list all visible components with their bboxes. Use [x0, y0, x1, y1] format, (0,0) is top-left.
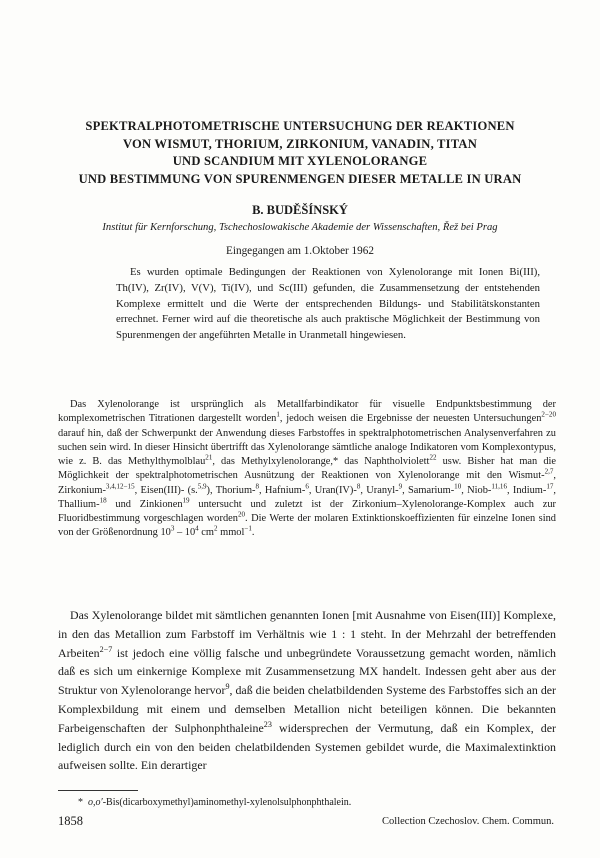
reference: 2,7 — [544, 467, 554, 476]
reference: 2−7 — [99, 644, 113, 654]
title-line: UND BESTIMMUNG VON SPURENMENGEN DIESER METALLE IN URAN — [78, 171, 522, 186]
reference: 10 — [454, 482, 462, 491]
footnote-prefix: o,o′ — [88, 797, 103, 808]
main-paragraph: Das Xylenolorange bildet mit sämtlichen genannten Ionen [mit Ausnahme von Eisen(III)] Komplexe, in den das Metallion zum Farbstoff im Verhältnis wie 1 : 1 steht. In der Mehrzahl der betreffenden Arbeiten$^{2-7}$ ist jedoch eine völlig falsche und unbegründete Voraussetzung gemacht worden, nämlich daß es sich um einkernige Komplexe mit Zusammensetzung MX handelt. Indessen geht aber aus der Struktur von Xylenolorange hervor$^9$, daß die beiden chelatbildenden Systeme des Farbstoffes sich an der Komplexbildung mit einem und demselben Metallion nicht beteiligen können. Die bekannten Farbeigenschaften der Sulphonphthaleine$^{23}$ widersprechen der Vermutung, daß ein Komplex, der lediglich durch ein von den beiden chelatbildenden Systemen gebildet wurde, die Maximalextinktion aufweisen sollte. Ein derartiger — [58, 608, 556, 773]
reference: 5,9 — [197, 482, 207, 491]
exponent: 2 — [213, 524, 218, 533]
reference: 9 — [225, 682, 230, 692]
reference: 19 — [182, 496, 190, 505]
reference: 22 — [429, 453, 437, 462]
footnote-divider — [58, 790, 138, 791]
intro-paragraph: Das Xylenolorange ist ursprünglich als Metallfarbindikator für visuelle Endpunktsbestimmung der komplexometrischen Titrationen dargestellt worden$^1$, jedoch weisen die Ergebnisse der neuesten Untersuchungen$^{2-20}$ darauf hin, daß der Schwerpunkt der Anwendung dieses Farbstoffes in spektralphotometrischen Analysenverfahren zu suchen sein wird. In dieser Hinsicht übertrifft das Xylenolorange sämtliche analoge Indikatoren vom Komplexontypus, wie z. B. das Methylthymolblau$^{21}$, das Methylxylenolorange,* das Naphtholviolett$^{22}$ usw. Bisher hat man die Möglichkeit der spektralphotometrischen Ausnützung der Reaktionen von Xylenolorange mit den Wismut-$^{2,7}$, Zirkonium-$^{3,4,12-15}$, Eisen(III)- (s.$^{5,9}$), Thorium-$^8$, Hafnium-$^6$, Uran(IV)-$^8$, Uranyl-$^9$, Samarium-$^{10}$, Niob-$^{11,16}$, Indium-$^{17}$, Thallium-$^{18}$ und Zinkionen$^{19}$ untersucht und zuletzt ist der Zirkonium–Xylenolorange-Komplex auch zur Fluoridbestimmung vorgeschlagen worden$^{20}$. Die Werte der molaren Extinktionskoeffizienten für einzelne Ionen sind von der Größenordnung $10^3 - 10^4$ $cm^2$ mmol$^{-1}$. — [58, 399, 557, 539]
reference: 6 — [305, 482, 309, 491]
article-title — [40, 118, 560, 188]
received-date: Eingegangen am 1.Oktober 1962 — [226, 245, 374, 257]
reference: 23 — [263, 719, 272, 729]
title-line: VON WISMUT, THORIUM, ZIRKONIUM, VANADIN, TITAN — [122, 136, 478, 151]
footnote-text: -Bis(dicarboxymethyl)aminomethyl-xylenolsulphonphthalein. — [102, 797, 352, 808]
reference: 17 — [546, 482, 554, 491]
reference: 20 — [237, 510, 246, 519]
author: B. BUDĚŠÍNSKÝ — [252, 203, 348, 217]
reference: 8 — [255, 482, 260, 491]
reference: 2−20 — [541, 410, 556, 419]
journal-name: Collection Czechoslov. Chem. Commun. — [382, 816, 554, 827]
exponent: 3 — [170, 524, 175, 533]
footnote-mark: * — [78, 797, 83, 808]
reference: 18 — [99, 496, 107, 505]
abstract-text: Es wurden optimale Bedingungen der Reaktionen von Xylenolorange mit Ionen Bi(III), Th(IV), Zr(IV), V(V), Ti(IV), und Sc(III) gefunden, die Zusammensetzung der entstehenden Komplexe ermittelt und die Werte der entsprechenden Bildungs- und Stabilitätskonstanten errechnet. Ferner wird auf die theoretische als auch praktische Möglichkeit der Bestimmung von Spurenmengen der angeführten Metalle in Uranmetall hingewiesen. — [116, 266, 540, 342]
title-line: UND SCANDIUM MIT XYLENOLORANGE — [172, 154, 428, 168]
reference: 3,4,12−15 — [105, 482, 135, 491]
reference: 1 — [276, 410, 280, 419]
reference: 11,16 — [491, 482, 507, 491]
exponent: 4 — [195, 524, 199, 533]
page-number: 1858 — [58, 814, 83, 828]
reference: 9 — [398, 482, 403, 491]
footnote — [78, 797, 351, 808]
title-line: SPEKTRALPHOTOMETRISCHE UNTERSUCHUNG DER REAKTIONEN — [85, 119, 515, 133]
institute: Institut für Kernforschung, Tschechoslowakische Akademie der Wissenschaften, Řež bei Prag — [102, 222, 498, 233]
reference: 21 — [205, 453, 213, 462]
reference: 8 — [356, 482, 361, 491]
abstract — [116, 265, 540, 344]
exponent: −1 — [244, 524, 252, 533]
